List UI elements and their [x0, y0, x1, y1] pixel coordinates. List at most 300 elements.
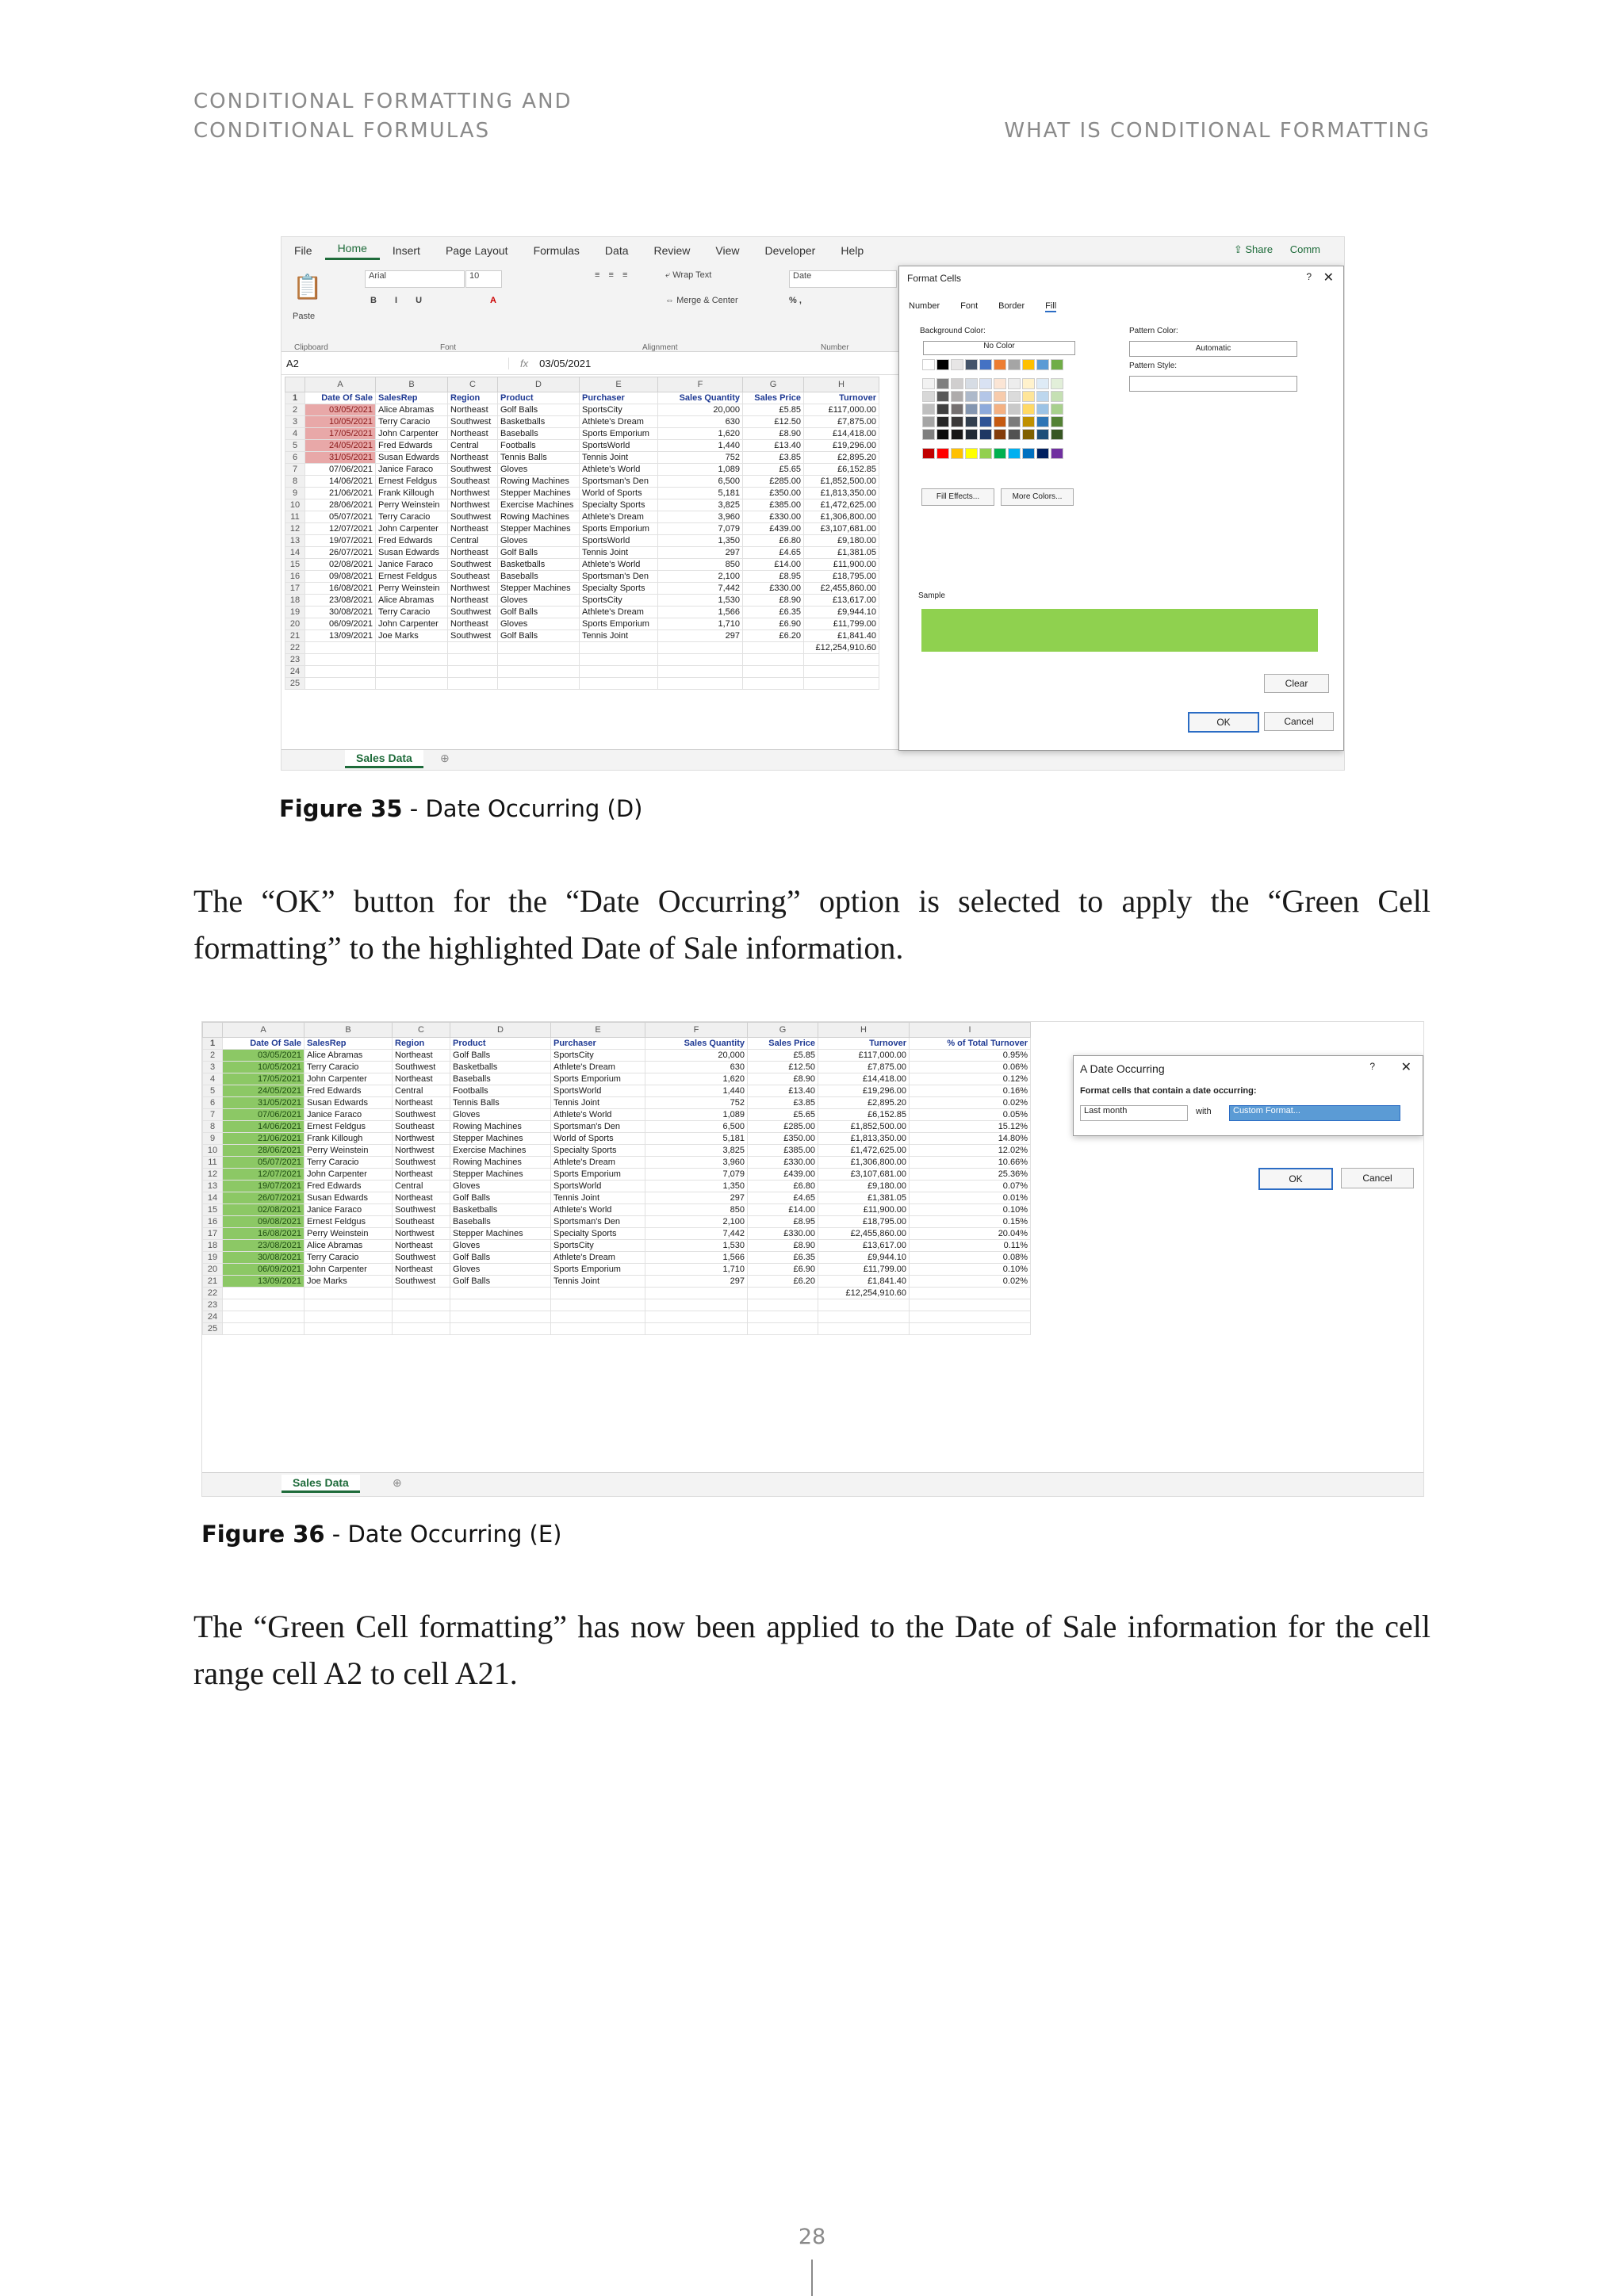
row-number[interactable]: 7	[285, 464, 305, 476]
cell[interactable]: SalesRep	[304, 1038, 393, 1050]
color-swatch[interactable]	[936, 359, 949, 370]
cell[interactable]: Stepper Machines	[498, 488, 580, 499]
color-swatch[interactable]	[1022, 359, 1035, 370]
cell[interactable]	[804, 666, 879, 678]
cell[interactable]: Golf Balls	[498, 630, 580, 642]
cell[interactable]	[910, 1323, 1031, 1335]
column-header[interactable]: E	[551, 1023, 645, 1038]
cell[interactable]: Terry Caracio	[376, 511, 448, 523]
cell[interactable]: £3.85	[743, 452, 804, 464]
cell[interactable]: Athlete's World	[551, 1109, 645, 1121]
cell[interactable]: Janice Faraco	[376, 464, 448, 476]
sheet-tab-sales-data[interactable]: Sales Data	[345, 750, 423, 768]
more-colors-button[interactable]: More Colors...	[1001, 488, 1074, 506]
cell[interactable]: Footballs	[498, 440, 580, 452]
color-swatch[interactable]	[922, 429, 935, 440]
cell[interactable]: 7,079	[645, 1169, 748, 1181]
cell[interactable]: Sports Emporium	[551, 1169, 645, 1181]
cell[interactable]: £1,852,500.00	[818, 1121, 910, 1133]
cell[interactable]: Athlete's World	[551, 1204, 645, 1216]
row-number[interactable]: 11	[203, 1157, 223, 1169]
cell[interactable]: 297	[658, 630, 743, 642]
color-swatch[interactable]	[951, 404, 963, 415]
font-size-select[interactable]: 10	[465, 270, 502, 288]
row-number[interactable]: 8	[203, 1121, 223, 1133]
cell[interactable]: Sales Quantity	[645, 1038, 748, 1050]
row-number[interactable]: 16	[203, 1216, 223, 1228]
cell[interactable]: Tennis Joint	[580, 452, 658, 464]
cancel-button[interactable]: Cancel	[1264, 712, 1334, 731]
cell[interactable]: Gloves	[498, 618, 580, 630]
cell[interactable]	[910, 1288, 1031, 1299]
cell[interactable]: £11,799.00	[818, 1264, 910, 1276]
cell[interactable]: World of Sports	[580, 488, 658, 499]
cell[interactable]: Alice Abramas	[376, 404, 448, 416]
cell[interactable]: Stepper Machines	[498, 523, 580, 535]
cell[interactable]: £11,799.00	[804, 618, 879, 630]
row-number[interactable]: 20	[203, 1264, 223, 1276]
cell[interactable]: Susan Edwards	[376, 452, 448, 464]
color-swatch[interactable]	[1022, 416, 1035, 427]
column-header[interactable]: E	[580, 377, 658, 392]
cell[interactable]: 297	[645, 1276, 748, 1288]
cell[interactable]: £12,254,910.60	[804, 642, 879, 654]
cell[interactable]: 1,620	[658, 428, 743, 440]
select-all-corner[interactable]	[203, 1023, 223, 1038]
cell[interactable]	[304, 1299, 393, 1311]
row-number[interactable]: 10	[203, 1145, 223, 1157]
cell[interactable]: Tennis Joint	[551, 1192, 645, 1204]
cell[interactable]: Stepper Machines	[498, 583, 580, 595]
ribbon-tab-help[interactable]: Help	[841, 244, 864, 257]
cell[interactable]	[804, 654, 879, 666]
cell[interactable]: 24/05/2021	[305, 440, 376, 452]
column-header[interactable]: F	[658, 377, 743, 392]
cell[interactable]: 0.95%	[910, 1050, 1031, 1062]
cell[interactable]: Fred Edwards	[376, 440, 448, 452]
cell[interactable]: £6.35	[748, 1252, 818, 1264]
cell[interactable]: Golf Balls	[498, 547, 580, 559]
cell[interactable]: Sportsman's Den	[551, 1216, 645, 1228]
cell[interactable]: Sportsman's Den	[551, 1121, 645, 1133]
period-select[interactable]: Last month	[1080, 1105, 1188, 1121]
color-swatch[interactable]	[994, 429, 1006, 440]
ribbon-tab-formulas[interactable]: Formulas	[533, 244, 580, 257]
cell[interactable]: £7,875.00	[804, 416, 879, 428]
color-swatch[interactable]	[1008, 416, 1021, 427]
column-header[interactable]: B	[376, 377, 448, 392]
color-swatch[interactable]	[1051, 416, 1063, 427]
cell[interactable]: £2,455,860.00	[804, 583, 879, 595]
row-number[interactable]: 18	[285, 595, 305, 607]
cell[interactable]: 31/05/2021	[305, 452, 376, 464]
cell[interactable]: £12,254,910.60	[818, 1288, 910, 1299]
cell[interactable]: Northeast	[393, 1097, 450, 1109]
cell[interactable]: Janice Faraco	[304, 1109, 393, 1121]
cell[interactable]: Golf Balls	[498, 404, 580, 416]
cell[interactable]: 09/08/2021	[223, 1216, 304, 1228]
cell[interactable]: Alice Abramas	[376, 595, 448, 607]
cell[interactable]: £1,306,800.00	[818, 1157, 910, 1169]
color-swatch[interactable]	[1051, 359, 1063, 370]
color-swatch[interactable]	[951, 359, 963, 370]
cell[interactable]	[393, 1299, 450, 1311]
cell[interactable]: £19,296.00	[818, 1085, 910, 1097]
color-swatch[interactable]	[1051, 391, 1063, 402]
cell[interactable]: Frank Killough	[376, 488, 448, 499]
cell[interactable]: 23/08/2021	[223, 1240, 304, 1252]
cell[interactable]: £350.00	[748, 1133, 818, 1145]
cell[interactable]: Susan Edwards	[304, 1097, 393, 1109]
color-swatch[interactable]	[979, 391, 992, 402]
cell[interactable]: 0.10%	[910, 1204, 1031, 1216]
cell[interactable]: 20.04%	[910, 1228, 1031, 1240]
cell[interactable]: £2,895.20	[804, 452, 879, 464]
ribbon-tab-home[interactable]: Home	[325, 242, 380, 260]
cell[interactable]: Northeast	[393, 1050, 450, 1062]
cell[interactable]: £11,900.00	[818, 1204, 910, 1216]
row-number[interactable]: 1	[203, 1038, 223, 1050]
row-number[interactable]: 15	[203, 1204, 223, 1216]
cell[interactable]: 0.10%	[910, 1264, 1031, 1276]
ribbon-tab-view[interactable]: View	[715, 244, 740, 257]
cell[interactable]: Turnover	[804, 392, 879, 404]
row-number[interactable]: 24	[203, 1311, 223, 1323]
cell[interactable]: Gloves	[450, 1240, 551, 1252]
cell[interactable]: Stepper Machines	[450, 1133, 551, 1145]
cell[interactable]: Northeast	[393, 1169, 450, 1181]
column-header[interactable]: C	[393, 1023, 450, 1038]
cell[interactable]: £3.85	[748, 1097, 818, 1109]
bold-italic-underline-buttons[interactable]: B I U	[370, 296, 431, 305]
cell[interactable]	[448, 654, 498, 666]
font-color-icon[interactable]: A	[490, 296, 496, 305]
dialog-tab-border[interactable]: Border	[998, 301, 1025, 311]
cell[interactable]	[748, 1288, 818, 1299]
ok-button[interactable]: OK	[1188, 712, 1259, 733]
cell[interactable]: Northeast	[393, 1240, 450, 1252]
column-header[interactable]: D	[498, 377, 580, 392]
cell[interactable]: Terry Caracio	[304, 1157, 393, 1169]
column-header[interactable]: A	[305, 377, 376, 392]
cell[interactable]: Southeast	[448, 476, 498, 488]
pattern-style-select[interactable]	[1129, 376, 1297, 392]
cell[interactable]	[818, 1323, 910, 1335]
row-number[interactable]: 10	[285, 499, 305, 511]
cell[interactable]: Exercise Machines	[450, 1145, 551, 1157]
color-swatch[interactable]	[965, 359, 978, 370]
column-header[interactable]: D	[450, 1023, 551, 1038]
cell[interactable]	[393, 1311, 450, 1323]
column-header[interactable]: A	[223, 1023, 304, 1038]
color-swatch[interactable]	[979, 448, 992, 459]
cell[interactable]: Tennis Joint	[551, 1097, 645, 1109]
cell[interactable]: Joe Marks	[304, 1276, 393, 1288]
cell[interactable]: % of Total Turnover	[910, 1038, 1031, 1050]
row-number[interactable]: 9	[285, 488, 305, 499]
cell[interactable]	[910, 1311, 1031, 1323]
cell[interactable]: Athlete's World	[580, 559, 658, 571]
cell[interactable]: 15.12%	[910, 1121, 1031, 1133]
cell[interactable]: 23/08/2021	[305, 595, 376, 607]
row-number[interactable]: 12	[285, 523, 305, 535]
color-swatch[interactable]	[1036, 404, 1049, 415]
cell[interactable]: Basketballs	[498, 559, 580, 571]
cell[interactable]: 3,825	[645, 1145, 748, 1157]
cell[interactable]: 05/07/2021	[305, 511, 376, 523]
cell[interactable]: World of Sports	[551, 1133, 645, 1145]
cell[interactable]: Sports Emporium	[580, 428, 658, 440]
cell[interactable]	[450, 1288, 551, 1299]
cell[interactable]	[223, 1311, 304, 1323]
cell[interactable]: Fred Edwards	[376, 535, 448, 547]
color-swatch[interactable]	[936, 448, 949, 459]
row-number[interactable]: 5	[203, 1085, 223, 1097]
color-swatch[interactable]	[994, 404, 1006, 415]
color-palette[interactable]	[921, 358, 1080, 460]
column-header[interactable]: H	[818, 1023, 910, 1038]
color-swatch[interactable]	[922, 391, 935, 402]
cell[interactable]: £6.20	[748, 1276, 818, 1288]
cell[interactable]	[448, 666, 498, 678]
cell[interactable]: Terry Caracio	[376, 607, 448, 618]
cell[interactable]: 7,079	[658, 523, 743, 535]
row-number[interactable]: 9	[203, 1133, 223, 1145]
formula-input[interactable]: 03/05/2021	[539, 357, 592, 369]
cell[interactable]	[498, 678, 580, 690]
wrap-text-button[interactable]	[665, 270, 711, 281]
row-number[interactable]: 11	[285, 511, 305, 523]
cell[interactable]: £13,617.00	[818, 1240, 910, 1252]
cell[interactable]: 28/06/2021	[223, 1145, 304, 1157]
color-swatch[interactable]	[1036, 416, 1049, 427]
color-swatch[interactable]	[1036, 448, 1049, 459]
cell[interactable]: 31/05/2021	[223, 1097, 304, 1109]
cell[interactable]: Sales Price	[743, 392, 804, 404]
row-number[interactable]: 13	[285, 535, 305, 547]
color-swatch[interactable]	[922, 359, 935, 370]
cell[interactable]: John Carpenter	[376, 618, 448, 630]
cell[interactable]: 1,350	[645, 1181, 748, 1192]
row-number[interactable]: 19	[203, 1252, 223, 1264]
color-swatch[interactable]	[951, 448, 963, 459]
cell[interactable]	[498, 666, 580, 678]
cell[interactable]: Baseballs	[498, 428, 580, 440]
cell[interactable]: 5,181	[658, 488, 743, 499]
cell[interactable]: 13/09/2021	[223, 1276, 304, 1288]
cell[interactable]: Southwest	[448, 416, 498, 428]
cell[interactable]: 1,530	[645, 1240, 748, 1252]
cell[interactable]: £8.90	[743, 595, 804, 607]
cell[interactable]	[743, 654, 804, 666]
cell[interactable]: 1,440	[645, 1085, 748, 1097]
cell[interactable]: 26/07/2021	[305, 547, 376, 559]
cell[interactable]: Ernest Feldgus	[304, 1121, 393, 1133]
cell[interactable]: Region	[393, 1038, 450, 1050]
select-all-corner[interactable]	[285, 377, 305, 392]
cell[interactable]: £1,381.05	[818, 1192, 910, 1204]
row-number[interactable]: 25	[203, 1323, 223, 1335]
color-swatch[interactable]	[1051, 404, 1063, 415]
cell[interactable]: John Carpenter	[304, 1264, 393, 1276]
column-header[interactable]: B	[304, 1023, 393, 1038]
cell[interactable]: Northeast	[393, 1192, 450, 1204]
cell[interactable]: Region	[448, 392, 498, 404]
cell[interactable]: £3,107,681.00	[818, 1169, 910, 1181]
cell[interactable]	[393, 1323, 450, 1335]
row-number[interactable]: 14	[203, 1192, 223, 1204]
cell[interactable]: Rowing Machines	[498, 476, 580, 488]
cell[interactable]: Fred Edwards	[304, 1181, 393, 1192]
cell[interactable]: Tennis Balls	[498, 452, 580, 464]
cell[interactable]: Tennis Joint	[580, 547, 658, 559]
cell[interactable]	[658, 666, 743, 678]
cell[interactable]: 752	[658, 452, 743, 464]
cell[interactable]	[658, 678, 743, 690]
cell[interactable]: 0.05%	[910, 1109, 1031, 1121]
cell[interactable]: £330.00	[748, 1157, 818, 1169]
row-number[interactable]: 12	[203, 1169, 223, 1181]
cell[interactable]: Gloves	[450, 1181, 551, 1192]
cell[interactable]: 07/06/2021	[223, 1109, 304, 1121]
cell[interactable]: Sportsman's Den	[580, 571, 658, 583]
cell[interactable]: 2,100	[658, 571, 743, 583]
cell[interactable]: Tennis Joint	[580, 630, 658, 642]
cell[interactable]	[743, 666, 804, 678]
cell[interactable]: 14/06/2021	[223, 1121, 304, 1133]
cell[interactable]	[658, 642, 743, 654]
cell[interactable]: Golf Balls	[498, 607, 580, 618]
cell[interactable]: Northeast	[448, 523, 498, 535]
color-swatch[interactable]	[979, 359, 992, 370]
row-number[interactable]: 4	[203, 1073, 223, 1085]
cell[interactable]: £12.50	[743, 416, 804, 428]
color-swatch[interactable]	[951, 429, 963, 440]
cell[interactable]	[743, 642, 804, 654]
cell[interactable]: Specialty Sports	[580, 499, 658, 511]
cell[interactable]: 1,620	[645, 1073, 748, 1085]
cell[interactable]: Northwest	[393, 1228, 450, 1240]
cell[interactable]: 13/09/2021	[305, 630, 376, 642]
color-swatch[interactable]	[994, 391, 1006, 402]
row-number[interactable]: 13	[203, 1181, 223, 1192]
row-number[interactable]: 2	[203, 1050, 223, 1062]
paste-label[interactable]: Paste	[293, 312, 316, 321]
row-number[interactable]: 25	[285, 678, 305, 690]
cell[interactable]: Product	[498, 392, 580, 404]
color-swatch[interactable]	[922, 404, 935, 415]
cell[interactable]	[376, 654, 448, 666]
cell[interactable]: SportsCity	[551, 1050, 645, 1062]
color-swatch[interactable]	[936, 391, 949, 402]
color-swatch[interactable]	[965, 404, 978, 415]
cell[interactable]: Northeast	[393, 1264, 450, 1276]
clear-button[interactable]: Clear	[1264, 674, 1329, 693]
cell[interactable]: Central	[393, 1085, 450, 1097]
cell[interactable]: Janice Faraco	[304, 1204, 393, 1216]
cell[interactable]: Sports Emporium	[580, 523, 658, 535]
cell[interactable]: £285.00	[748, 1121, 818, 1133]
cell[interactable]: £9,180.00	[818, 1181, 910, 1192]
cell[interactable]: £3,107,681.00	[804, 523, 879, 535]
cell[interactable]: £5.85	[743, 404, 804, 416]
fill-effects-button[interactable]: Fill Effects...	[921, 488, 994, 506]
alignment-icons[interactable]: ≡ ≡ ≡	[595, 270, 631, 280]
cell[interactable]: SportsWorld	[580, 535, 658, 547]
cell[interactable]: Susan Edwards	[304, 1192, 393, 1204]
cell[interactable]	[818, 1299, 910, 1311]
cell[interactable]: 0.02%	[910, 1097, 1031, 1109]
cell[interactable]: Athlete's Dream	[551, 1252, 645, 1264]
color-swatch[interactable]	[922, 448, 935, 459]
cell[interactable]: Tennis Balls	[450, 1097, 551, 1109]
cell[interactable]	[223, 1288, 304, 1299]
row-number[interactable]: 15	[285, 559, 305, 571]
cell[interactable]: Southwest	[448, 630, 498, 642]
cell[interactable]: Central	[448, 440, 498, 452]
cell[interactable]: 03/05/2021	[223, 1050, 304, 1062]
cell[interactable]: £12.50	[748, 1062, 818, 1073]
cell[interactable]: £439.00	[743, 523, 804, 535]
cell[interactable]: 0.08%	[910, 1252, 1031, 1264]
cell[interactable]: Northwest	[448, 499, 498, 511]
cell[interactable]	[305, 654, 376, 666]
cell[interactable]	[305, 678, 376, 690]
ribbon-tab-insert[interactable]: Insert	[392, 244, 420, 257]
cell[interactable]: Athlete's Dream	[580, 416, 658, 428]
color-swatch[interactable]	[994, 416, 1006, 427]
cell[interactable]: Golf Balls	[450, 1192, 551, 1204]
cell[interactable]: 0.07%	[910, 1181, 1031, 1192]
cell[interactable]: Southeast	[448, 571, 498, 583]
cell[interactable]: 19/07/2021	[223, 1181, 304, 1192]
cell[interactable]	[450, 1299, 551, 1311]
cell[interactable]: Athlete's Dream	[580, 607, 658, 618]
cell[interactable]: Northeast	[448, 428, 498, 440]
row-number[interactable]: 16	[285, 571, 305, 583]
ribbon-tab-review[interactable]: Review	[653, 244, 691, 257]
row-number[interactable]: 14	[285, 547, 305, 559]
cell[interactable]: 1,350	[658, 535, 743, 547]
cell[interactable]: £9,944.10	[818, 1252, 910, 1264]
color-swatch[interactable]	[1008, 448, 1021, 459]
cell[interactable]: Exercise Machines	[498, 499, 580, 511]
color-swatch[interactable]	[1036, 429, 1049, 440]
cell[interactable]: 16/08/2021	[223, 1228, 304, 1240]
row-number[interactable]: 20	[285, 618, 305, 630]
cell[interactable]: 10/05/2021	[223, 1062, 304, 1073]
cell[interactable]: Gloves	[498, 535, 580, 547]
add-sheet-icon[interactable]: ⊕	[440, 752, 450, 764]
cell[interactable]: Rowing Machines	[450, 1121, 551, 1133]
cell[interactable]	[498, 642, 580, 654]
cell[interactable]: Ernest Feldgus	[376, 571, 448, 583]
color-swatch[interactable]	[936, 378, 949, 389]
cell[interactable]: £6.35	[743, 607, 804, 618]
cell[interactable]: £8.95	[743, 571, 804, 583]
cell[interactable]	[376, 678, 448, 690]
cell[interactable]: Gloves	[498, 595, 580, 607]
cell[interactable]: Northeast	[448, 618, 498, 630]
cell[interactable]: 26/07/2021	[223, 1192, 304, 1204]
cell[interactable]: Gloves	[498, 464, 580, 476]
color-swatch[interactable]	[994, 448, 1006, 459]
comments-button[interactable]: Comm	[1289, 243, 1320, 255]
cell[interactable]: Southwest	[393, 1252, 450, 1264]
cell[interactable]	[304, 1288, 393, 1299]
row-number[interactable]: 23	[285, 654, 305, 666]
cell[interactable]: Perry Weinstein	[376, 499, 448, 511]
